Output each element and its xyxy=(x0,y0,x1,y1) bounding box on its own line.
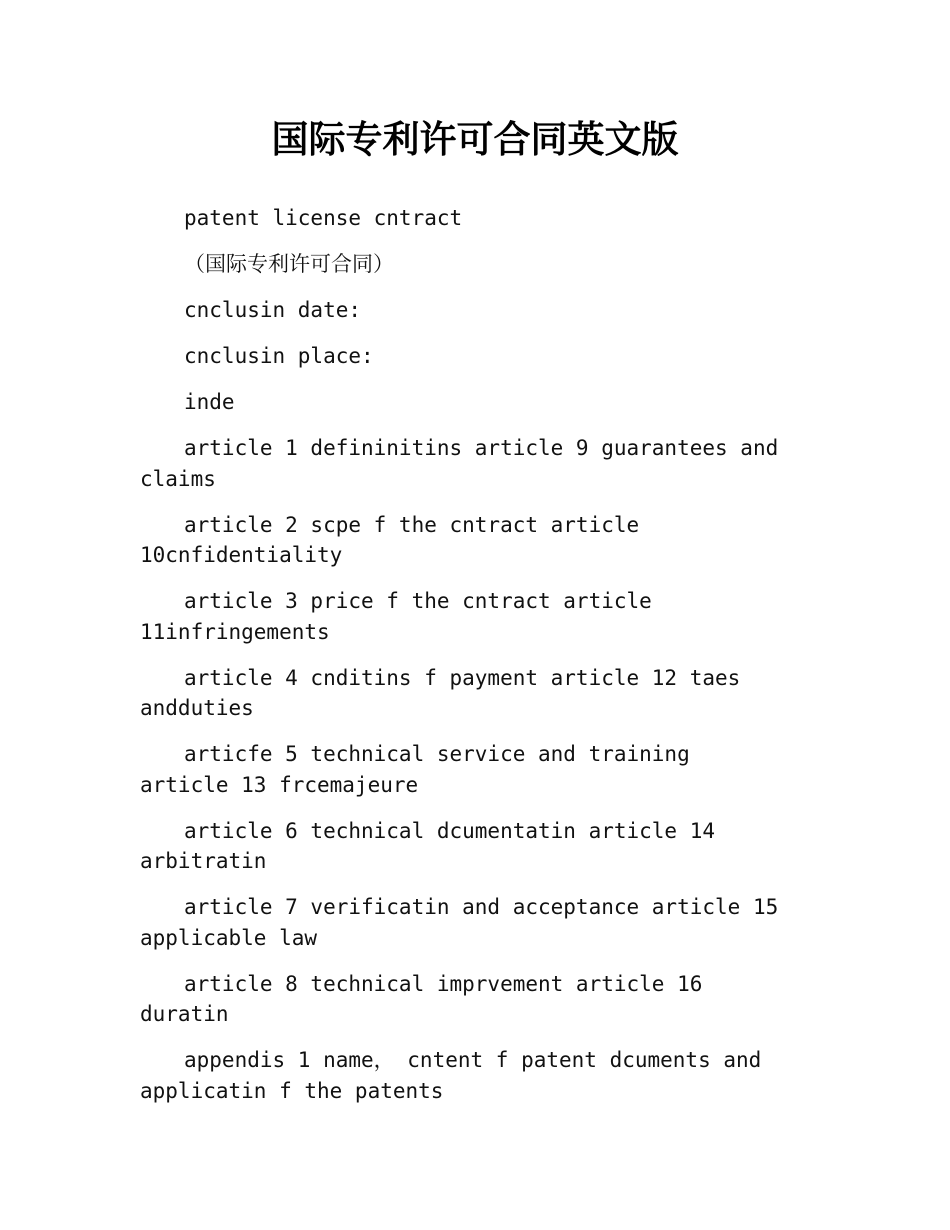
index-entry-paragraph: articfe 5 technical service and training article 13 frcemajeure xyxy=(140,742,690,797)
document-body xyxy=(140,203,790,1122)
index-entry-paragraph: article 6 technical dcumentatin article 14 arbitratin xyxy=(140,818,716,873)
conclusion-date-paragraph: cnclusin date: xyxy=(184,298,362,322)
appendix-entry-paragraph: appendis 1 name， cntent f patent dcuments and applicatin f the patents xyxy=(140,1048,762,1103)
index-entry-paragraph: article 7 verificatin and acceptance article 15 applicable law xyxy=(140,895,779,950)
index-entry-paragraph: article 8 technical imprvement article 16 duratin xyxy=(140,971,703,1026)
index-heading-paragraph: inde xyxy=(184,390,235,414)
index-entry-paragraph: article 3 price f the cntract article 11infringements xyxy=(140,589,652,644)
index-entry-paragraph: article 1 defininitins article 9 guarantees and claims xyxy=(140,436,779,491)
contract-name-chinese-paragraph: （国际专利许可合同） xyxy=(184,252,394,276)
document-title: 国际专利许可合同英文版 xyxy=(271,118,679,161)
conclusion-place-paragraph: cnclusin place: xyxy=(184,344,374,368)
index-entry-paragraph: article 4 cnditins f payment article 12 taes andduties xyxy=(140,665,741,720)
contract-name-paragraph: patent license cntract xyxy=(184,206,463,230)
index-entry-paragraph: article 2 scpe f the cntract article 10cnfidentiality xyxy=(140,512,640,567)
